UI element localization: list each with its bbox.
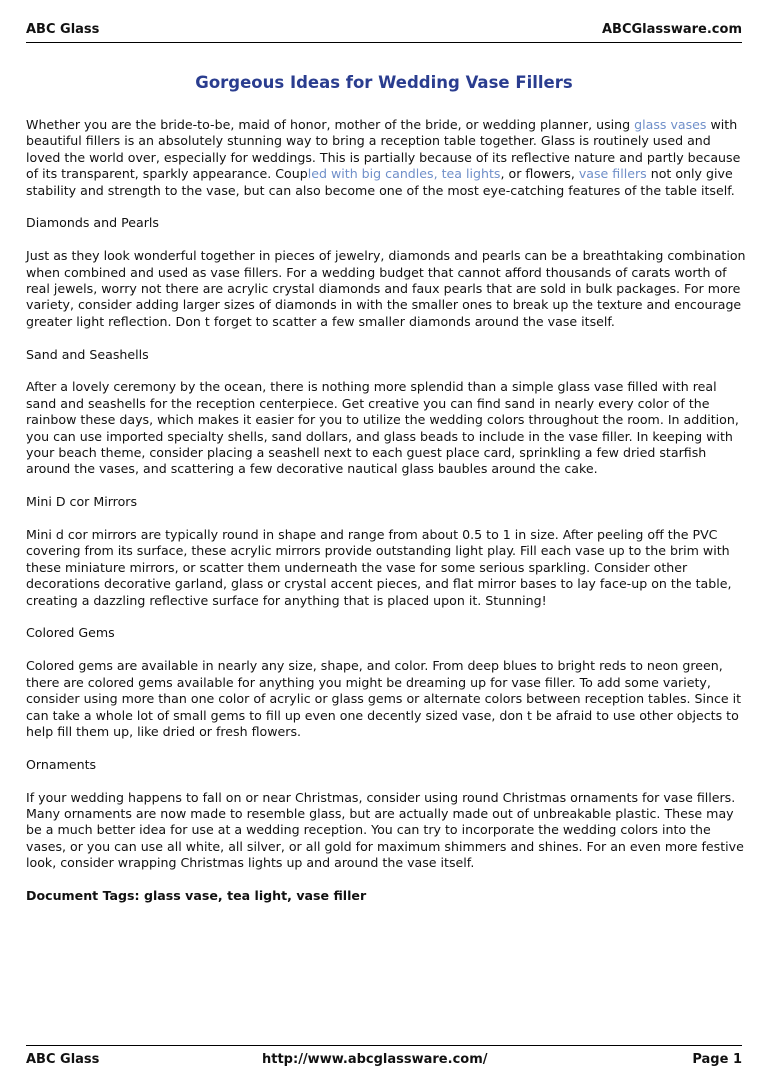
section-body-colored-gems: Colored gems are available in nearly any size, shape, and color. From deep blues to bright reds to neon green, there are colored gems available for anything you might be dreaming up for vase filler. To add some variety, consider using more than one color of acrylic or glass gems or alternate colors between reception tables. Since it can take a whole lot of small gems to fill up even one decently sized vase, don t be afraid to use other objects to help fill them up, like dried or fresh flowers. [26, 658, 742, 739]
page-header [26, 20, 742, 43]
glass-vases-link[interactable]: glass vases [634, 117, 707, 132]
article-body [26, 117, 748, 921]
intro-text-3: , or flowers, [500, 166, 579, 182]
section-body-sand-seashells: After a lovely ceremony by the ocean, there is nothing more splendid than a simple glass vase filled with real sand and seashells for the reception centerpiece. Get creative you can find sand in nearly every color of the rainbow these days, which makes it easier for you to utilize the wedding colors throughout the room. In addition, you can use imported specialty shells, sand dollars, and glass beads to include in the vase filler. In keeping with your beach theme, consider placing a seashell next to each guest place card, sprinkling a few dried starfish around the vases, and scattering a few decorative nautical glass baubles around the cake. [26, 379, 739, 477]
document-tags: Document Tags: glass vase, tea light, vase filler [26, 887, 367, 903]
section-heading-diamonds-pearls: Diamonds and Pearls [26, 215, 159, 231]
page-title: Gorgeous Ideas for Wedding Vase Fillers [195, 73, 573, 92]
vase-fillers-link[interactable]: vase fillers [578, 166, 647, 182]
intro-text-4: not only give stability and strength to the vase, but can also become one of the most eye-catching features of the table itself. [26, 166, 735, 198]
header-site-name: ABC Glass [26, 22, 100, 37]
page-footer [26, 1045, 742, 1070]
footer-site-name: ABC Glass [26, 1052, 100, 1067]
section-body-mini-decor-mirrors: Mini d cor mirrors are typically round in shape and range from about 0.5 to 1 in size. After peeling off the PVC covering from its surface, these acrylic mirrors provide outstanding light play. Fill each vase up to the brim with these miniature mirrors, or scatter them underneath the vase for some serious sparkling. Consider other decorations decorative garland, glass or crystal accent pieces, and flat mirror bases to lay face-up on the table, creating a dazzling reflective surface for anything that is placed upon it. Stunning! [26, 527, 732, 608]
candles-tea-lights-link[interactable]: led with big candles, tea lights [307, 166, 501, 182]
footer-page-number: Page 1 [692, 1052, 742, 1067]
section-body-ornaments: If your wedding happens to fall on or near Christmas, consider using round Christmas ornaments for vase fillers. Many ornaments are now made to resemble glass, but are actually made out of unbreakable plastic. These may be a much better idea for use at a wedding reception. You can try to incorporate the wedding colors into the vases, or you can use all white, all silver, or all gold for maximum shimmers and shines. For an even more festive look, consider wrapping Christmas lights up and around the vase itself. [26, 789, 744, 871]
intro-text-1: Whether you are the bride-to-be, maid of honor, mother of the bride, or wedding planner, using [26, 117, 635, 132]
intro-paragraph [26, 117, 748, 199]
section-heading-ornaments: Ornaments [26, 756, 97, 772]
intro-text-2: with beautiful fillers is an absolutely stunning way to bring a reception table together. Glass is routinely used and loved the world over, especially for weddings. This is partially because of its reflective nature and partly because of its transparent, sparkly appearance. Coup [26, 117, 741, 182]
footer-url: http://www.abcglassware.com/ [262, 1052, 488, 1067]
section-heading-colored-gems: Colored Gems [26, 625, 115, 641]
section-body-diamonds-pearls: Just as they look wonderful together in pieces of jewelry, diamonds and pearls can be a breathtaking combination when combined and used as vase fillers. For a wedding budget that cannot afford thousands of carats worth of real jewels, worry not there are acrylic crystal diamonds and faux pearls that are sold in bulk packages. For more variety, consider adding larger sizes of diamonds in with the smaller ones to break up the texture and encourage greater light reflection. Don t forget to scatter a few smaller diamonds around the vase itself. [26, 248, 746, 329]
section-heading-sand-seashells: Sand and Seashells [26, 346, 149, 362]
header-domain: ABCGlassware.com [601, 22, 742, 37]
section-heading-mini-decor-mirrors: Mini D cor Mirrors [26, 494, 138, 510]
